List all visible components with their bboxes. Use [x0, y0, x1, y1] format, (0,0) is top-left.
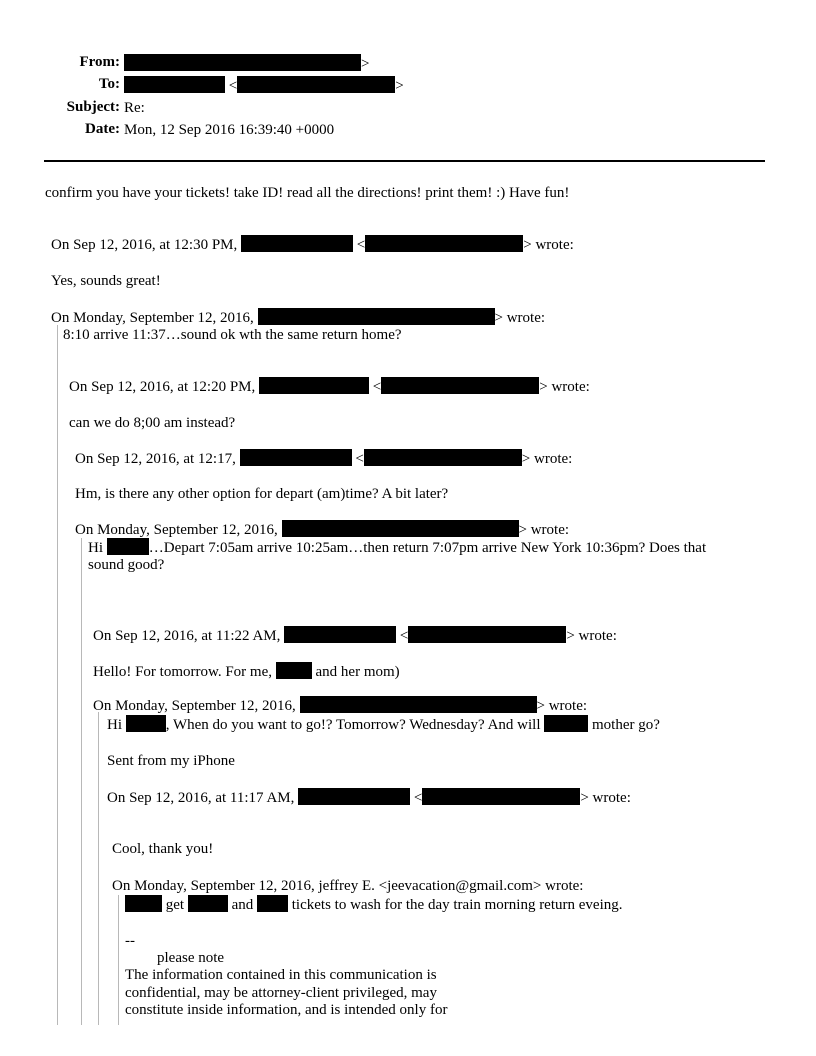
- redaction-block: [422, 788, 580, 805]
- quote-attribution: On Monday, September 12, 2016, jeffrey E. <jeevacation@gmail.com> wrote:: [112, 878, 584, 894]
- redaction-block: [107, 538, 149, 555]
- quote-attribution: On Sep 12, 2016, at 12:20 PM, < > wrote:: [69, 379, 590, 395]
- redaction-block: [408, 626, 566, 643]
- redaction-block: [237, 76, 395, 93]
- redaction-block: [298, 788, 410, 805]
- redaction-block: [124, 54, 361, 71]
- quote-attribution: On Monday, September 12, 2016, > wrote:: [75, 522, 570, 538]
- redaction-block: [364, 449, 522, 466]
- redaction-block: [544, 715, 588, 732]
- from-label: From:: [79, 54, 120, 70]
- redaction-block: [365, 235, 523, 252]
- quote-bar: [98, 712, 99, 1025]
- quote-attribution: On Sep 12, 2016, at 12:17, < > wrote:: [75, 451, 573, 467]
- quote-message: Hi …Depart 7:05am arrive 10:25am…then return 7:07pm arrive New York 10:36pm? Does that: [88, 540, 707, 556]
- top-message: confirm you have your tickets! take ID! read all the directions! print them! :) Have fun!: [45, 185, 570, 201]
- quote-message: Yes, sounds great!: [51, 273, 161, 289]
- quote-bar: [57, 325, 58, 1025]
- to-label: To:: [98, 76, 120, 92]
- quote-attribution: On Sep 12, 2016, at 11:22 AM, < > wrote:: [93, 628, 617, 644]
- header-divider: [44, 160, 765, 162]
- quote-attribution: On Monday, September 12, 2016, > wrote:: [93, 698, 588, 714]
- quote-message: 8:10 arrive 11:37…sound ok wth the same return home?: [63, 327, 402, 343]
- date-label: Date:: [85, 121, 120, 137]
- redaction-block: [125, 895, 162, 912]
- redaction-block: [284, 626, 396, 643]
- redaction-block: [241, 235, 353, 252]
- date-value: Mon, 12 Sep 2016 16:39:40 +0000: [124, 122, 335, 138]
- redaction-block: [300, 696, 537, 713]
- redaction-block: [276, 662, 312, 679]
- redaction-block: [381, 377, 539, 394]
- redaction-block: [259, 377, 369, 394]
- to-value: < >: [124, 76, 404, 95]
- quote-message: Hm, is there any other option for depart (am)time? A bit later?: [75, 486, 449, 502]
- quote-bar: [81, 538, 82, 1025]
- redaction-block: [257, 895, 288, 912]
- quote-message: Hi , When do you want to go!? Tomorrow? Wednesday? And will mother go?: [107, 717, 660, 733]
- quote-attribution: On Monday, September 12, 2016, > wrote:: [51, 310, 546, 326]
- quote-bar: [118, 895, 119, 1025]
- from-value: >: [124, 54, 369, 73]
- signature-note: please note: [157, 950, 225, 966]
- quote-attribution: On Sep 12, 2016, at 11:17 AM, < > wrote:: [107, 790, 631, 806]
- quote-attribution: On Sep 12, 2016, at 12:30 PM, < > wrote:: [51, 237, 574, 253]
- quote-message: get and tickets to wash for the day train morning return eveing.: [125, 895, 623, 914]
- subject-label: Subject:: [66, 99, 120, 115]
- disclaimer-line: confidential, may be attorney-client privileged, may: [125, 985, 437, 1001]
- quote-message: Hello! For tomorrow. For me, and her mom): [93, 664, 400, 680]
- disclaimer-line: The information contained in this communication is: [125, 967, 437, 983]
- quote-message-continued: sound good?: [88, 557, 165, 573]
- quote-message: can we do 8;00 am instead?: [69, 415, 236, 431]
- redaction-block: [258, 308, 495, 325]
- sent-from-line: Sent from my iPhone: [107, 753, 235, 769]
- redaction-block: [126, 715, 166, 732]
- redaction-block: [240, 449, 352, 466]
- redaction-block: [124, 76, 225, 93]
- subject-value: Re:: [124, 100, 145, 116]
- redaction-block: [188, 895, 228, 912]
- quote-message: Cool, thank you!: [112, 841, 214, 857]
- signature-dashes: --: [125, 933, 135, 949]
- redaction-block: [282, 520, 519, 537]
- disclaimer-line: constitute inside information, and is intended only for: [125, 1002, 448, 1018]
